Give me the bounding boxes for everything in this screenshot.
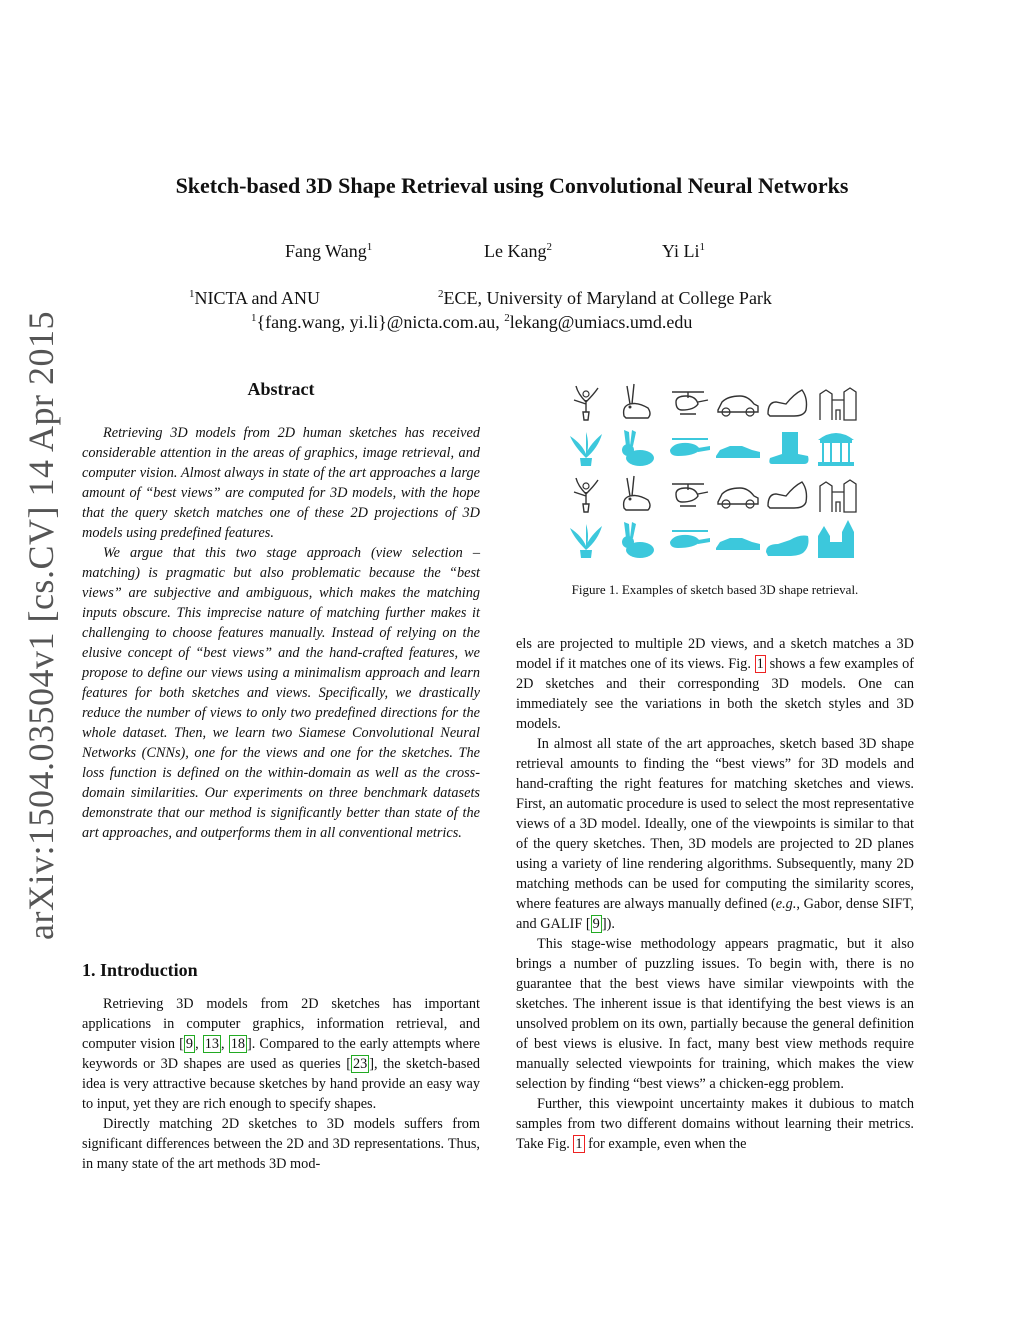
helicopter-model	[670, 438, 710, 456]
abstract-body	[82, 423, 480, 843]
castle-sketch	[820, 480, 856, 512]
shoe-sketch	[768, 390, 807, 416]
plant-sketch	[574, 478, 598, 512]
citation-link[interactable]: 13	[204, 1036, 220, 1052]
right-column-body	[516, 634, 914, 1154]
car-sketch	[718, 488, 758, 508]
section-heading-introduction: 1. Introduction	[82, 960, 198, 980]
affiliation-umd: $^2$ECE, University of Maryland at College Park	[438, 288, 772, 308]
affiliation-nicta: $^1$NICTA and ANU	[189, 288, 321, 308]
author-fang-wang: Fang Wang$^1$	[285, 241, 373, 261]
plant-model	[570, 432, 602, 466]
paper-title: Sketch-based 3D Shape Retrieval using Convolutional Neural Networks	[175, 173, 849, 198]
introduction-body	[82, 994, 480, 1174]
shoe-sketch	[768, 482, 807, 508]
figure-link[interactable]: 1	[575, 1136, 583, 1152]
figure-grid-rows	[570, 384, 856, 558]
figure-caption: Figure 1. Examples of sketch based 3D shape retrieval.	[571, 582, 859, 597]
abstract-heading: Abstract	[247, 379, 315, 399]
abstract-paragraph: We argue that this two stage approach (view selection – matching) is pragmatic but also problematic because the “best views” are subjective and ambiguous, which makes the matching inputs obscure. This imprecise nature of matching further makes it challenging to choose features manually. Instead of relying on the elusive concept of “best views” and the hand-crafted features, we propose to define our views using a minimalism approach and learn features for both sketches and views. Specifically, we drastically reduce the number of views to only two predefined directions for the whole dataset. Then, we learn two Siamese Convolutional Neural Networks (CNNs), one for the views and one for the sketches. The loss function is defined on the within-domain as well as the cross-domain similarities. Our experiments on three benchmark datasets demonstrate that our method is significantly better than state of the art approaches, and outperforms them in all conventional metrics.	[82, 545, 480, 841]
gazebo-model	[818, 433, 854, 466]
helicopter-sketch	[672, 392, 708, 414]
author-yi-li: Yi Li$^1$	[662, 241, 706, 261]
figure-sketch-retrieval-examples	[560, 378, 868, 562]
body-paragraph: els are projected to multiple 2D views, and a sketch matches a 3D model if it matches one of its views. Fig. 1 shows a few examples of 2D sketches and their corresponding 3D models. One can immediately see the variations in both the sketch styles and 3D models.	[516, 636, 914, 732]
intro-paragraph: Retrieving 3D models from 2D sketches has important applications in computer graphics, information retrieval, and computer vision [ 9 , 13 , 18 ]. Compared to the early attempts where keywords or 3D shapes are used as queries [ 23 ], the sketch-based idea is very attractive because sketches by hand provide an easy way to input, yet they are rich enough to specify shapes.	[82, 996, 480, 1112]
castle-model	[818, 520, 854, 558]
rabbit-model	[622, 522, 654, 558]
author-le-kang: Le Kang$^2$	[484, 241, 552, 261]
rabbit-model	[622, 430, 654, 466]
car-model	[716, 446, 760, 458]
car-sketch	[718, 396, 758, 416]
figure-link[interactable]: 1	[756, 656, 764, 672]
citation-link[interactable]: 23	[352, 1056, 368, 1072]
helicopter-sketch	[672, 484, 708, 506]
rabbit-sketch	[624, 384, 650, 418]
body-paragraph: This stage-wise methodology appears pragmatic, but it also brings a number of puzzling issues. To begin with, there is no guarantee that the best views have similar viewpoints with the sketches. The inherent issue is that identifying the best views is an unsolved problem on its own, partially because the general definition of best views is elusive. In fact, many best view methods require manually selected viewpoints for training, which makes the view selection by finding “best views” a chicken-egg problem.	[516, 936, 914, 1092]
author-emails: $^1${fang.wang, yi.li}@nicta.com.au, $^2$lekang@umiacs.umd.edu	[251, 312, 693, 332]
car-model	[716, 538, 760, 550]
abstract-paragraph: Retrieving 3D models from 2D human sketches has received considerable attention in the areas of graphics, image retrieval, and computer vision. Almost always in state of the art approaches a large amount of “best views” are computed for 3D models, with the hope that the query sketch matches one of these 2D projections of 3D models using predefined features.	[82, 425, 480, 541]
shoe-model	[766, 536, 809, 557]
citation-link[interactable]: 9	[185, 1036, 194, 1052]
boot-model	[769, 432, 808, 464]
plant-sketch	[574, 386, 598, 420]
body-paragraph: Further, this viewpoint uncertainty makes it dubious to match samples from two different domains without learning their metrics. Take Fig. 1 for example, even when the	[516, 1096, 914, 1152]
castle-sketch	[820, 388, 856, 420]
helicopter-model	[670, 530, 710, 548]
citation-link[interactable]: 9	[592, 916, 600, 932]
citation-link[interactable]: 18	[230, 1036, 245, 1052]
plant-model	[570, 524, 602, 558]
body-paragraph: In almost all state of the art approaches, sketch based 3D shape retrieval amounts to finding the “best views” for 3D models and hand-crafting the right features for matching sketches and views. First, an automatic procedure is used to select the most representative views of a 3D model. Ideally, one of the viewpoints is similar to that of the query sketches. Then, 3D models are projected to 2D planes using a variety of line rendering algorithms. Subsequently, many 2D matching methods can be used for computing the similarity scores, where features are always manually defined (e.g., Gabor, dense SIFT, and GALIF [ 9 ]).	[516, 736, 914, 932]
rabbit-sketch	[624, 476, 650, 510]
intro-paragraph: Directly matching 2D sketches to 3D models suffers from significant differences between the 2D and 3D representations. Thus, in many state of the art methods 3D mod-	[82, 1116, 480, 1172]
arxiv-identifier: arXiv:1504.03504v1 [cs.CV] 14 Apr 2015	[21, 311, 61, 940]
